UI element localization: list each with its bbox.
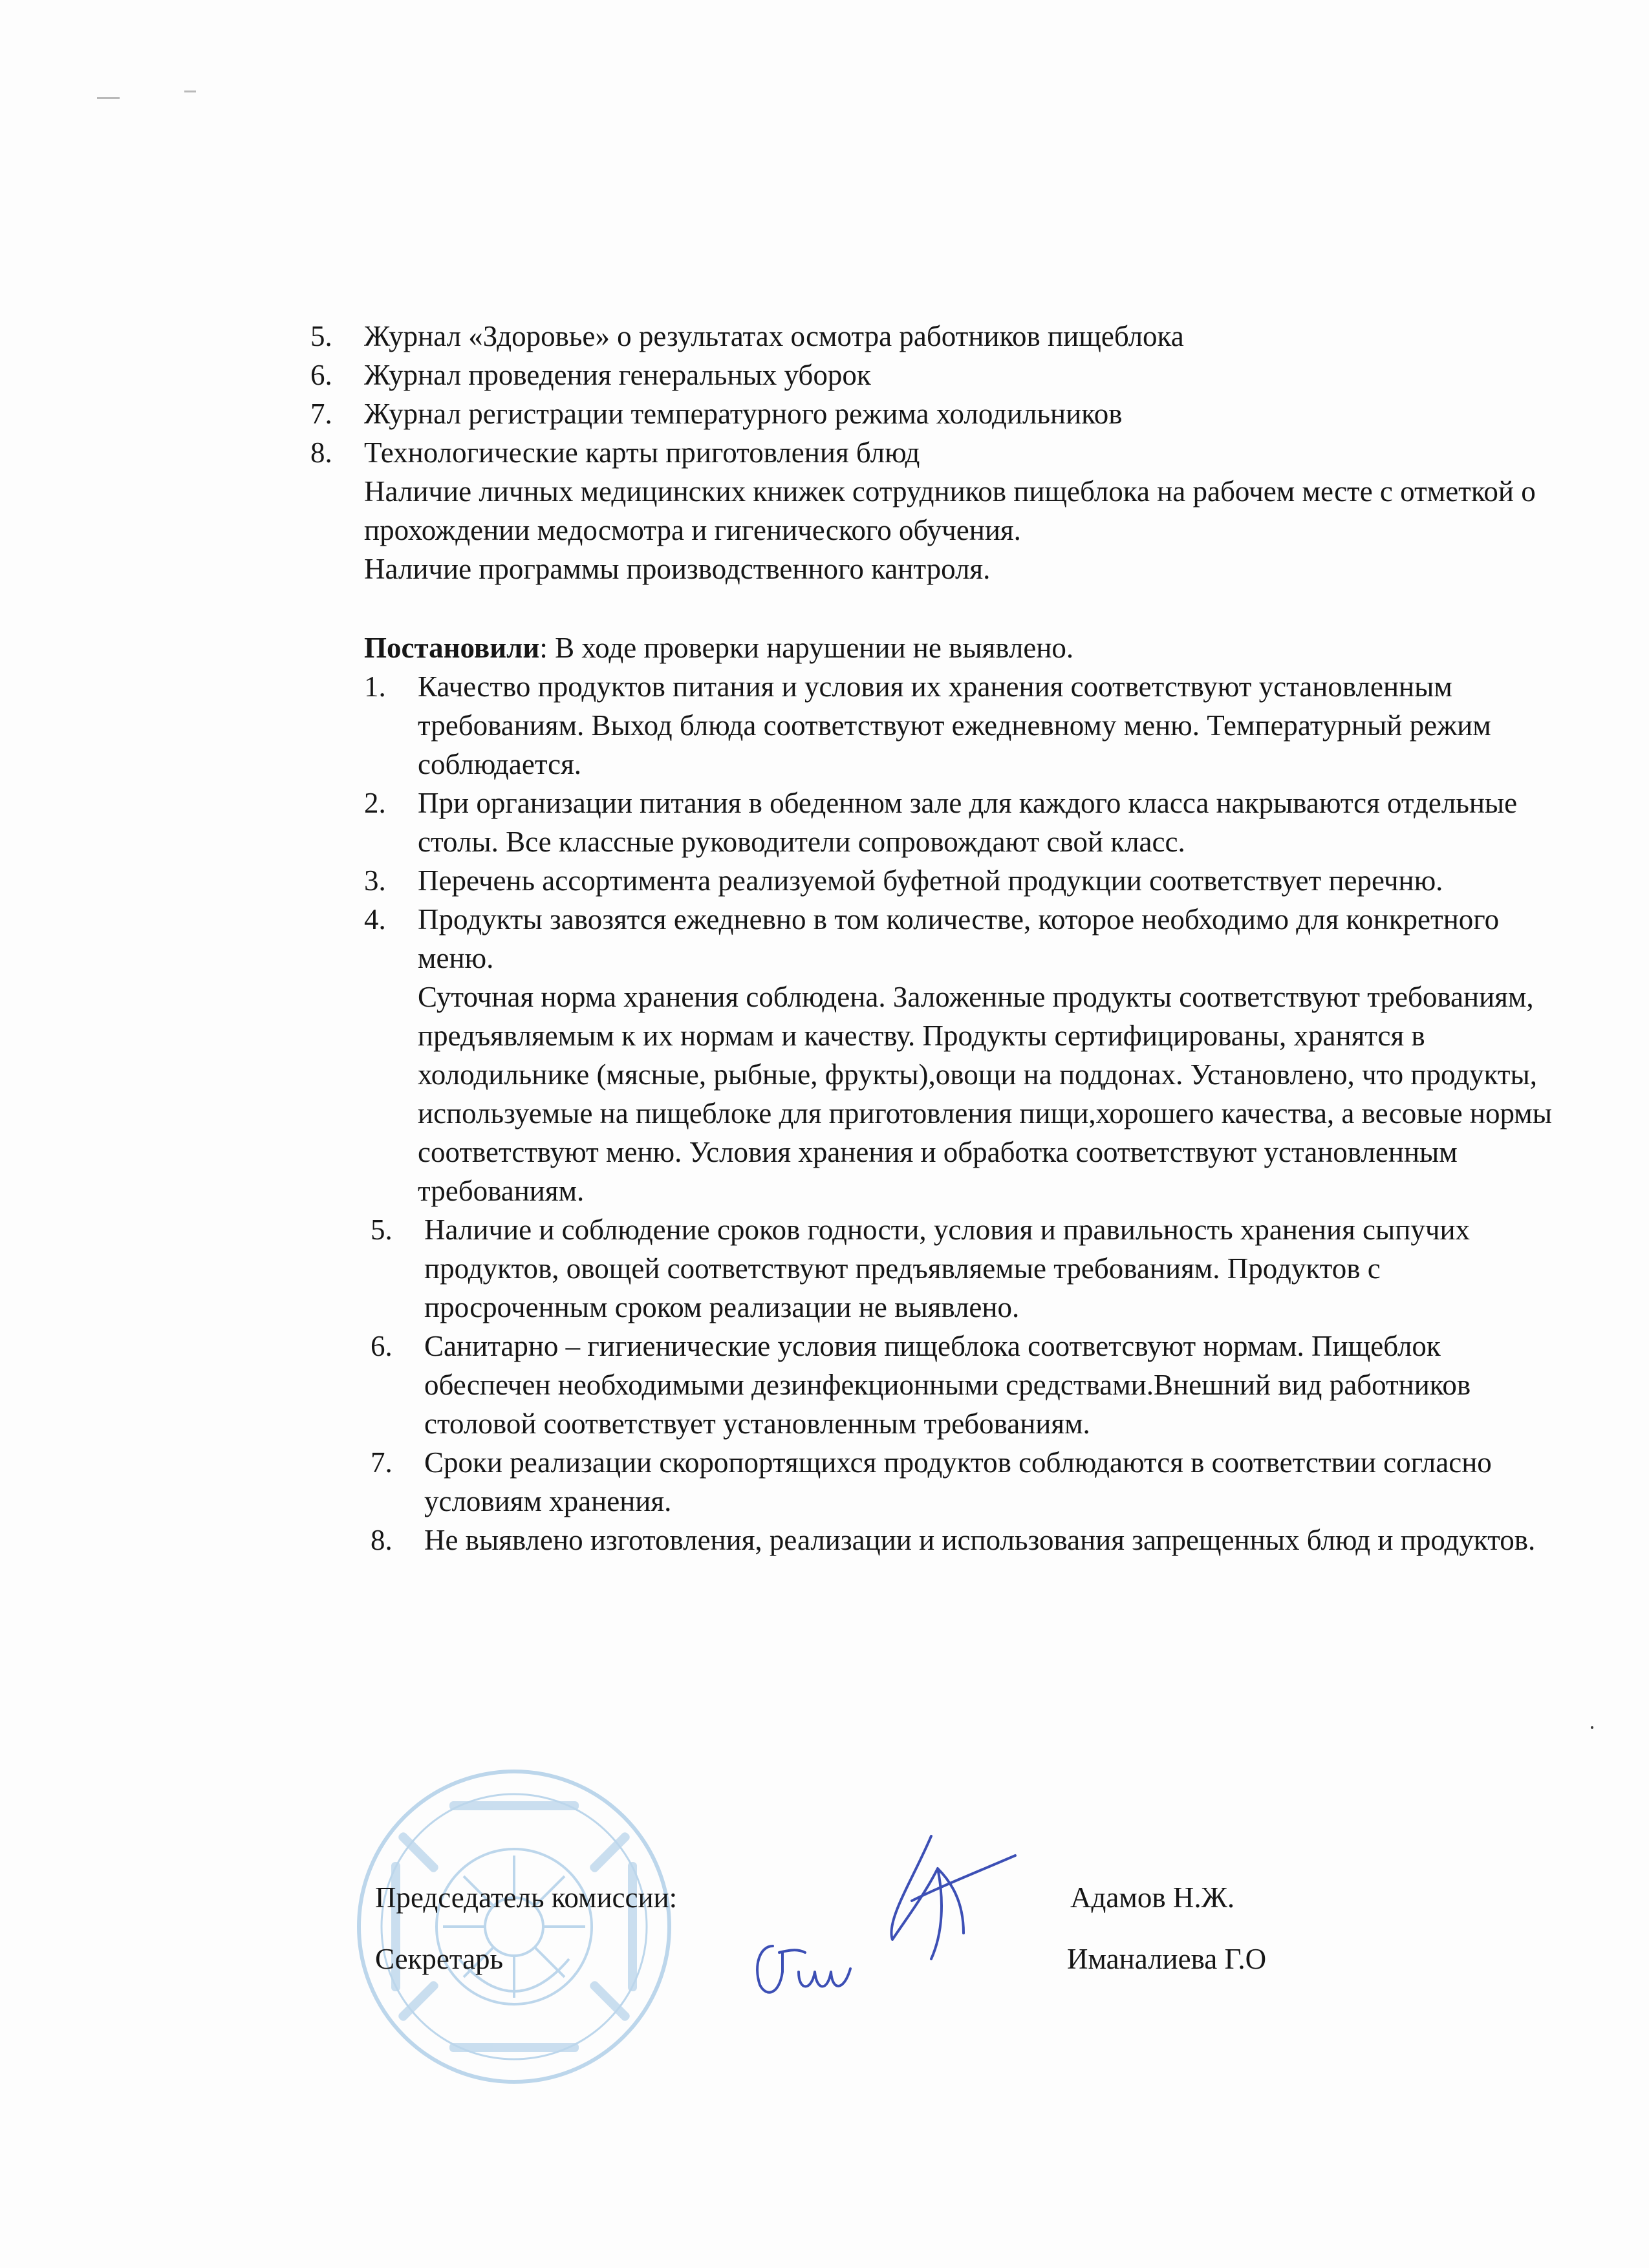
decision-item-number: 5. (371, 1214, 393, 1246)
scan-artifact (184, 91, 196, 92)
decision-item (364, 784, 1552, 861)
paragraph-medical-books: Наличие личных медицинских книжек сотрудников пищеблока на рабочем месте с отметкой о прохождении медосмотра и гигенического обучения. (364, 475, 1536, 546)
decision-item-text: Суточная норма хранения соблюдена. Заложенные продукты соответствуют требованиям, предъявляемым к их нормам и качеству. Продукты сертифицированы, хранятся в холодильнике (мясные, рыбные, фрукты),овощи на поддонах. Установлено, что продукты, используемые на пищеблоке для приготовления пищи,хорошего качества, а весовые нормы соответствуют меню. Условия хранения и обработка соответствуют установленным требованиям. (418, 981, 1553, 1207)
decision-item (364, 667, 1552, 784)
official-seal (352, 1765, 676, 2088)
decision-item-text: Продукты завозятся ежедневно в том количестве, которое необходимо для конкретного меню. (418, 903, 1500, 974)
decision-item-number: 8. (371, 1524, 393, 1556)
decision-item-text: Перечень ассортимента реализуемой буфетной продукции соответствует перечню. (418, 864, 1443, 897)
secretary-name: Иманалиева Г.О (1067, 1943, 1267, 1975)
decision-item (364, 1327, 1552, 1443)
paragraph-control-program: Наличие программы производственного кантроля. (364, 553, 991, 585)
journal-item-text: Журнал регистрации температурного режима холодильников (364, 398, 1123, 430)
decision-heading (310, 628, 1552, 667)
journal-item-text: Журнал проведения генеральных уборок (364, 359, 871, 391)
journal-item-text: Журнал «Здоровье» о результатах осмотра работников пищеблока (364, 320, 1184, 352)
decision-item-text: Не выявлено изготовления, реализации и использования запрещенных блюд и продуктов. (424, 1524, 1536, 1556)
secretary-signature (747, 1933, 876, 2004)
decision-item-number: 3. (364, 864, 386, 897)
journal-item (310, 433, 1552, 472)
decision-label: Постановили (364, 632, 540, 664)
journal-item-number: 6. (310, 359, 332, 391)
decision-item (364, 900, 1552, 1210)
decision-item (364, 1210, 1552, 1327)
scan-artifact (97, 97, 120, 99)
journal-item (310, 394, 1552, 433)
chairman-name: Адамов Н.Ж. (1070, 1881, 1235, 1914)
journal-item (310, 356, 1552, 394)
decision-item-text: При организации питания в обеденном зале для каждого класса накрываются отдельные столы. Все классные руководители сопровождают свой класс. (418, 787, 1518, 858)
decision-item-text: Санитарно – гигиенические условия пищеблока соответсвуют нормам. Пищеблок обеспечен необходимыми дезинфекционными средствами.Внешний вид работников столовой соответствует установленным требованиям. (424, 1330, 1471, 1440)
decision-list (364, 667, 1552, 1559)
decision-item-text: Наличие и соблюдение сроков годности, условия и правильность хранения сыпучих продуктов, овощей соответствуют предъявляемые требованиям. Продуктов с просроченным сроком реализации не выявлено. (424, 1214, 1471, 1323)
decision-item-number: 7. (371, 1446, 393, 1479)
decision-item-text: Сроки реализации скоропортящихся продуктов соблюдаются в соответствии согласно условиям хранения. (424, 1446, 1492, 1517)
journal-item-number: 8. (310, 436, 332, 469)
chairman-label: Председатель комиссии: (375, 1881, 678, 1914)
journal-item-number: 5. (310, 320, 332, 352)
journal-item (310, 317, 1552, 356)
speck (1591, 1726, 1593, 1729)
decision-item-number: 1. (364, 670, 386, 703)
document-body (310, 317, 1552, 1559)
decision-summary: : В ходе проверки нарушении не выявлено. (539, 632, 1074, 664)
journal-list (310, 317, 1552, 472)
decision-item (364, 861, 1552, 900)
decision-item (364, 1521, 1552, 1559)
secretary-label: Секретарь (375, 1943, 504, 1975)
decision-item-number: 4. (364, 903, 386, 936)
decision-item (364, 1443, 1552, 1521)
spacer (310, 588, 1552, 628)
chairman-signature (867, 1823, 1022, 1972)
decision-item-number: 6. (371, 1330, 393, 1362)
decision-item-text: Качество продуктов питания и условия их хранения соответствуют установленным требованиям. Выход блюда соответствуют ежедневному меню. Температурный режим соблюдается. (418, 670, 1491, 780)
journal-item-number: 7. (310, 398, 332, 430)
journal-item-text: Технологические карты приготовления блюд (364, 436, 920, 469)
decision-item-number: 2. (364, 787, 386, 819)
